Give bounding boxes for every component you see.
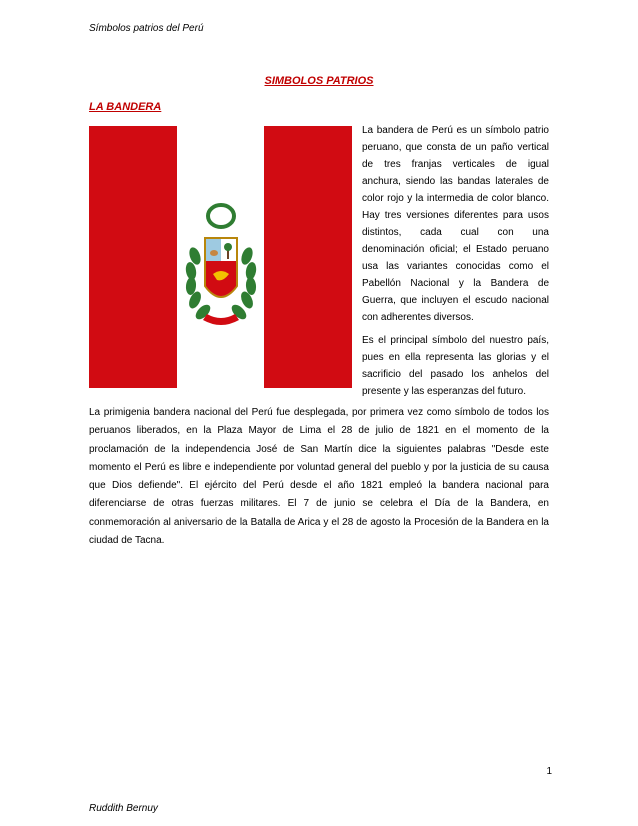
- flag-center-white-band: [177, 126, 265, 388]
- running-header: Símbolos patrios del Perú: [89, 23, 204, 34]
- history-paragraph: La primigenia bandera nacional del Perú fue desplegada, por primera vez como símbolo de todos los peruanos liberados, en la Plaza Mayor de Lima el 28 de julio de 1821 en el momento de la proclamación de la independencia José de San Martín dice la siguientes palabras "Desde este momento el Perú es libre e independiente por voluntad general del pueblo y por la justicia de su causa que Dios defiende". El ejército del Perú desde el año 1821 empleó la bandera nacional para diferenciarse de otras fuerzas militares. El 7 de junio se celebra el Día de la Bandera, en conmemoración al aniversario de la Batalla de Arica y el 28 de agosto la Procesión de la Bandera en la ciudad de Tacna.: [89, 407, 549, 547]
- flag-description-paragraph: La bandera de Perú es un símbolo patrio peruano, que consta de un paño vertical de tres franjas verticales de igual anchura, siendo las bandas laterales de color rojo y la intermedia de color blanco. Hay tres versiones diferentes para usos distintos, cada cual con una denominación oficial; el Estado peruano usa las variantes conocidas como el Pabellón Nacional y la Bandera de Guerra, que incluyen el escudo nacional con adherentes diversos.: [362, 125, 549, 323]
- flag-description-paragraph: Es el principal símbolo del nuestro país, pues en ella representa las glorias y el sacrificio del pasado los anhelos del presente y las esperanzas del futuro.: [362, 335, 549, 397]
- flag-description: [362, 122, 549, 406]
- section-heading: LA BANDERA: [89, 101, 162, 113]
- footer-author: Ruddith Bernuy: [89, 803, 158, 814]
- flag-left-red-band: [89, 126, 177, 388]
- flag-right-red-band: [264, 126, 352, 388]
- history-section: [89, 404, 549, 550]
- coat-of-arms-icon: [177, 126, 265, 388]
- peru-flag-image: [89, 126, 352, 388]
- document-title: SIMBOLOS PATRIOS: [264, 75, 374, 87]
- page-number: 1: [546, 766, 552, 777]
